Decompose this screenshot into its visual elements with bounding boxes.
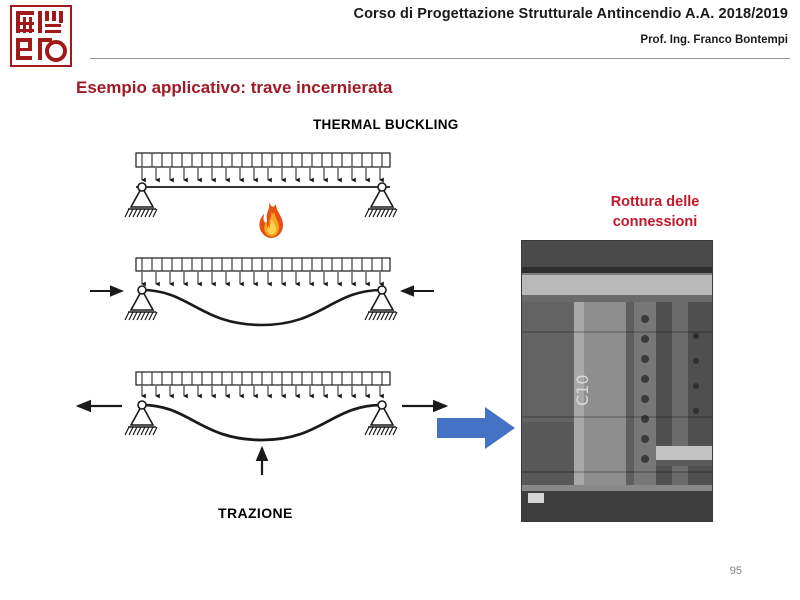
page-title: Esempio applicativo: trave incernierata — [76, 78, 393, 97]
flame-icon — [259, 200, 283, 238]
beam-stage-3-tension — [78, 372, 446, 475]
slide-header — [0, 0, 800, 62]
photo-caption — [565, 193, 745, 232]
sapienza-seal-logo — [10, 5, 72, 67]
photo-caption-line1: Rottura delle — [610, 194, 700, 210]
photo-caption-line2: connessioni — [612, 213, 698, 230]
subtitle: THERMAL BUCKLING — [313, 117, 459, 132]
beam-stage-1-undeformed — [125, 153, 397, 217]
header-divider — [90, 58, 790, 59]
page-number: 95 — [729, 565, 742, 577]
trazione-label: TRAZIONE — [218, 505, 293, 521]
beam-diagram — [60, 140, 520, 510]
course-title: Corso di Progettazione Strutturale Antincendio A.A. 2018/2019 — [353, 6, 788, 22]
svg-text:C10: C10 — [573, 374, 592, 406]
connection-failure-photo — [521, 240, 713, 522]
professor-name: Prof. Ing. Franco Bontempi — [640, 34, 788, 46]
flow-arrow-icon — [437, 405, 517, 451]
beam-stage-2-buckled — [90, 258, 434, 325]
